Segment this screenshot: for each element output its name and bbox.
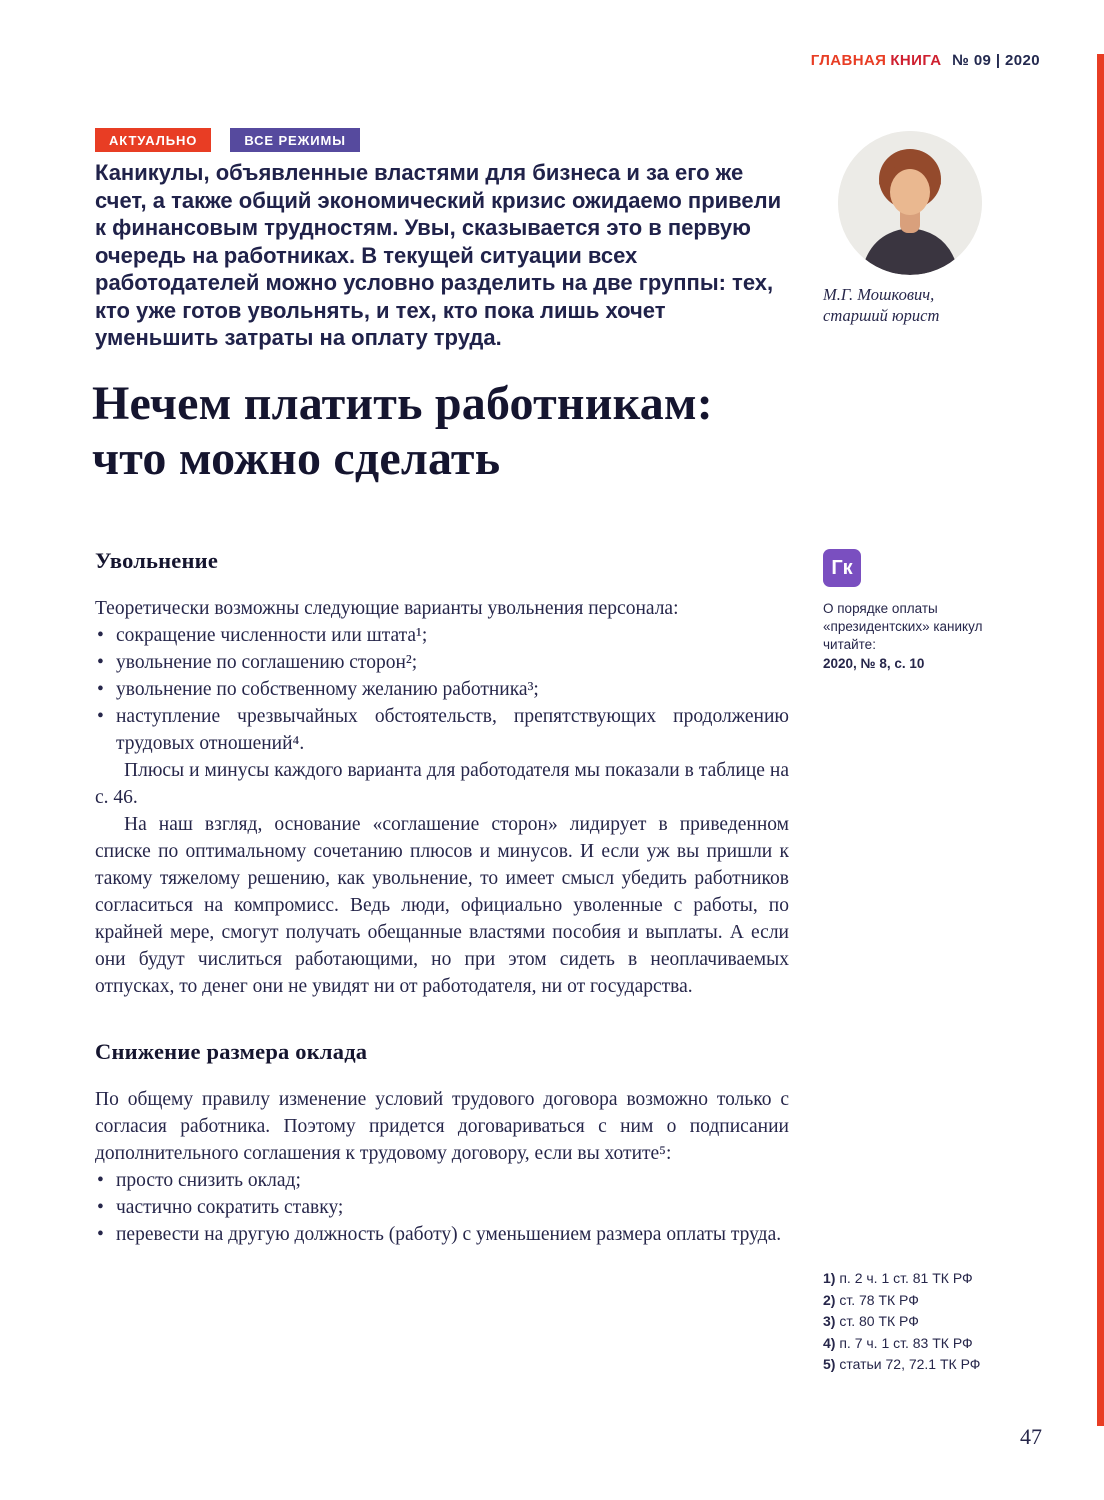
section1-lead-paragraph: Теоретически возможны следующие варианты увольнения персонала:: [95, 598, 679, 619]
author-photo: [838, 131, 982, 275]
footnote-text: п. 2 ч. 1 ст. 81 ТК РФ: [839, 1270, 973, 1286]
author-name: М.Г. Мошкович,: [823, 285, 935, 304]
footnote-marker: 3): [823, 1313, 836, 1329]
sidebar-note: [823, 549, 1035, 673]
author-block: [823, 131, 1043, 326]
salary-reduction-options-list: [95, 1167, 789, 1248]
article-title-line1: Нечем платить работникам:: [92, 377, 713, 430]
list-item: • наступление чрезвычайных обстоятельств, препятствующих продолжению трудовых отношений⁴.: [95, 703, 789, 757]
glavkniga-logo: Гк: [823, 549, 861, 587]
footnote: [823, 1333, 1045, 1355]
badge-topical: АКТУАЛЬНО: [95, 128, 211, 152]
footnote: [823, 1354, 1045, 1376]
section2-lead-paragraph: По общему правилу изменение условий трудового договора возможно только с согласия работника. Поэтому придется договариваться с ним о подписании дополнительного соглашения к трудовому договору, если вы хотите⁵:: [95, 1089, 789, 1164]
dismissal-options-list: [95, 622, 789, 757]
brand-name-main: ГЛАВНАЯ: [810, 52, 887, 69]
page-header: [811, 52, 1040, 69]
section1-paragraph: Плюсы и минусы каждого варианта для работодателя мы показали в таблице на с. 46.: [95, 760, 789, 808]
article-body: [95, 548, 789, 1248]
author-role: старший юрист: [823, 306, 940, 325]
footnote-text: статьи 72, 72.1 ТК РФ: [839, 1356, 981, 1372]
page-number: 47: [1020, 1424, 1042, 1449]
author-portrait-illustration: [838, 131, 982, 275]
list-item: • частично сократить ставку;: [95, 1194, 789, 1221]
footnote-marker: 5): [823, 1356, 836, 1372]
footnote: [823, 1268, 1045, 1290]
list-item: • увольнение по собственному желанию работника³;: [95, 676, 789, 703]
section1-paragraph: На наш взгляд, основание «соглашение сторон» лидирует в приведенном списке по оптимальному сочетанию плюсов и минусов. И если уж вы пришли к такому тяжелому решению, как увольнение, то имеет смысл убедить работников согласиться на компромисс. Ведь люди, официально уволенные с работы, по крайней мере, смогут получать обещанные властями пособия и выплаты. А если они будут числиться работающими, но при этом сидеть в неоплачиваемых отпусках, то денег они не увидят ни от работодателя, ни от государства.: [95, 814, 789, 997]
list-item: • просто снизить оклад;: [95, 1167, 789, 1194]
sidebar-note-reference: 2020, № 8, с. 10: [823, 656, 925, 671]
section-heading-dismissal: Увольнение: [95, 548, 219, 573]
footnote-text: ст. 80 ТК РФ: [839, 1313, 919, 1329]
intro-paragraph: Каникулы, объявленные властями для бизнеса и за его же счет, а также общий экономический кризис ожидаемо привели к финансовым трудностям. Увы, сказывается это в первую очередь на работниках. В текущей ситуации всех работодателей можно условно разделить на две группы: тех, кто уже готов увольнять, и тех, кто пока лишь хочет уменьшить затраты на оплату труда.: [95, 160, 782, 350]
brand-name-accent: КНИГА: [890, 52, 942, 69]
section-heading-salary-reduction: Снижение размера оклада: [95, 1039, 368, 1064]
page-edge-accent-bar: [1097, 54, 1104, 1426]
footnote-marker: 2): [823, 1291, 836, 1308]
badge-all-regimes: ВСЕ РЕЖИМЫ: [230, 128, 360, 152]
article-title: [92, 376, 713, 486]
footnote: [823, 1290, 1045, 1312]
issue-number: № 09 | 2020: [952, 52, 1040, 69]
footnote-marker: 4): [823, 1334, 836, 1351]
footnote: [823, 1311, 1045, 1333]
sidebar-note-text: О порядке оплаты «президентских» каникул читайте:: [823, 601, 983, 652]
article-title-line2: что можно сделать: [92, 432, 501, 485]
list-item: • увольнение по соглашению сторон²;: [95, 649, 789, 676]
author-caption: [823, 284, 1043, 326]
badge-row: [95, 128, 360, 152]
footnote-marker: 1): [823, 1270, 836, 1286]
footnote-text: ст. 78 ТК РФ: [839, 1291, 919, 1308]
footnote-text: п. 7 ч. 1 ст. 83 ТК РФ: [839, 1334, 973, 1351]
list-item: • сокращение численности или штата¹;: [95, 622, 789, 649]
list-item: • перевести на другую должность (работу) с уменьшением размера оплаты труда.: [95, 1221, 789, 1248]
footnotes-block: [823, 1268, 1045, 1376]
